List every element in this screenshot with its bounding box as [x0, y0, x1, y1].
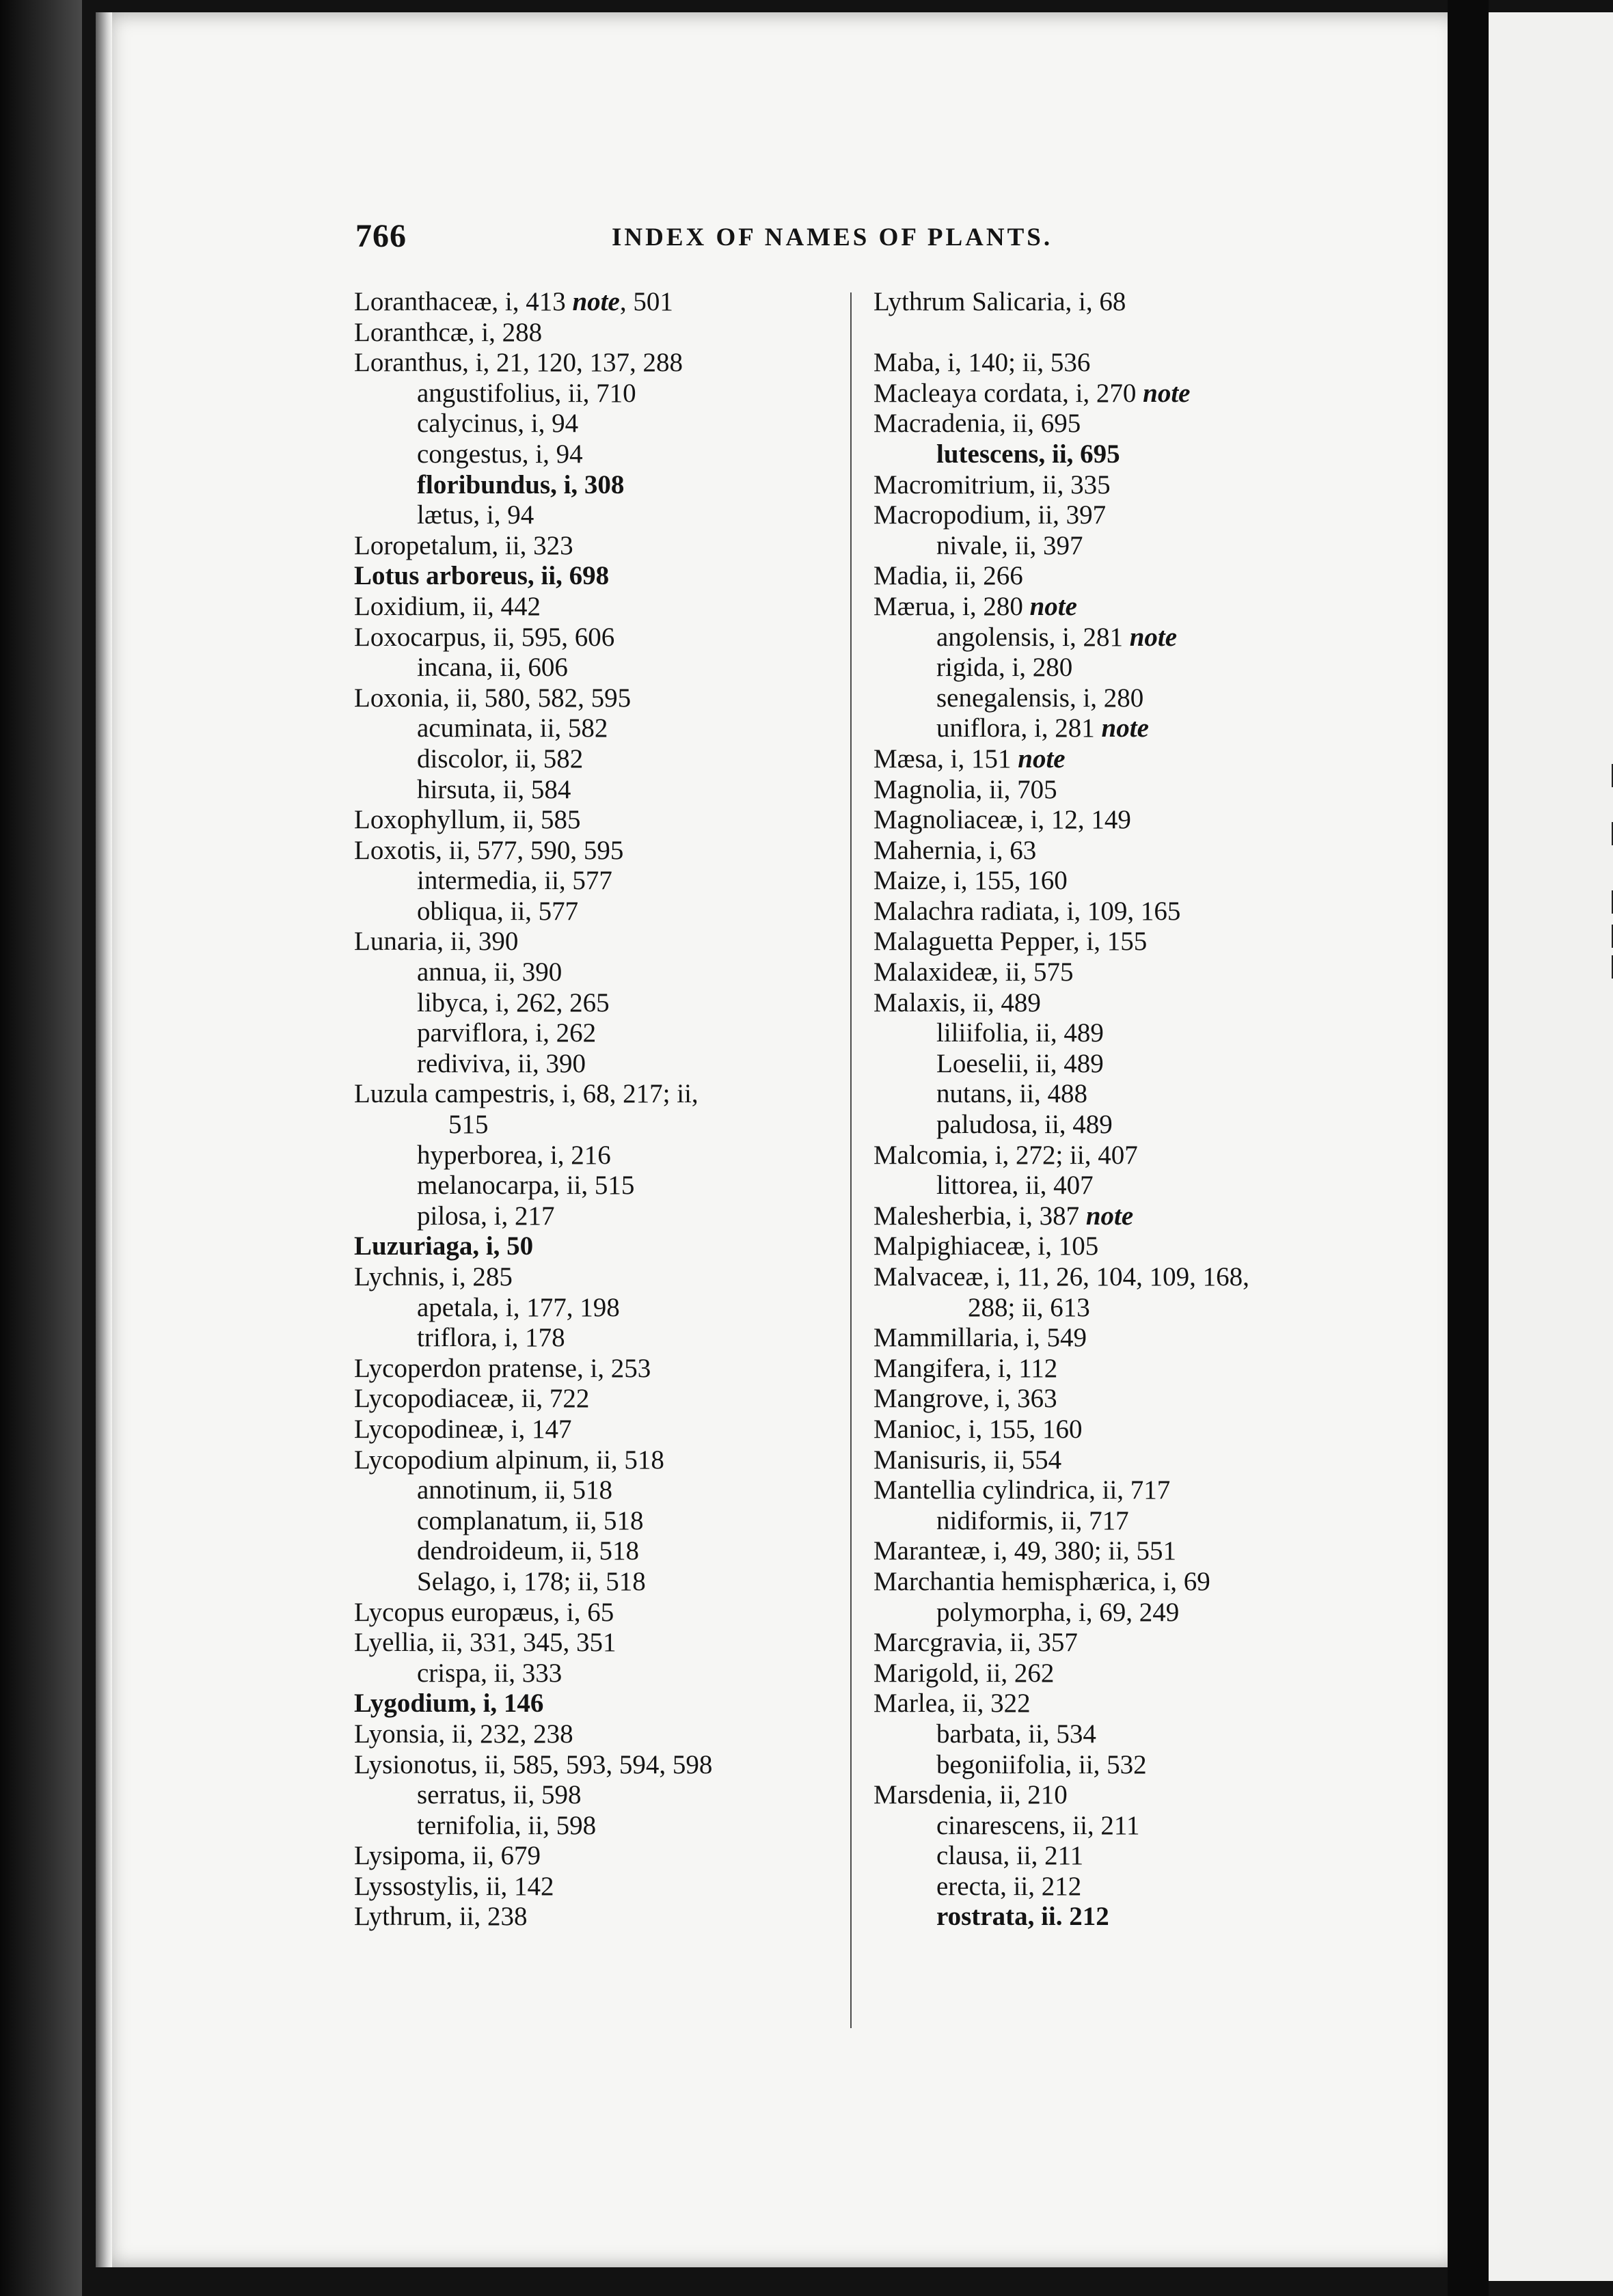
index-entry-text: rostrata, ii. 212	[936, 1902, 1109, 1932]
index-entry-text: hirsuta, ii, 584	[417, 774, 571, 804]
index-entry	[873, 1902, 1366, 1932]
index-entry-text: Loxocarpus, ii, 595, 606	[354, 622, 615, 652]
index-entry	[354, 1079, 832, 1110]
index-entry-text: rigida, i, 280	[936, 653, 1073, 683]
index-entry	[354, 957, 832, 988]
index-entry-text: Maize, i, 155, 160	[873, 866, 1068, 896]
index-entry	[873, 683, 1366, 714]
index-entry-text: paludosa, ii, 489	[936, 1110, 1113, 1140]
index-entry-text: lætus, i, 94	[417, 500, 534, 530]
index-entry-text: Mantellia cylindrica, ii, 717	[873, 1475, 1171, 1505]
index-entry	[354, 653, 832, 683]
index-entry	[354, 1780, 832, 1811]
index-entry-text: libyca, i, 262, 265	[417, 987, 610, 1017]
index-entry	[354, 1171, 832, 1201]
index-entry-text: Magnoliaceæ, i, 12, 149	[873, 805, 1131, 835]
index-entry	[354, 1567, 832, 1598]
index-entry	[873, 957, 1366, 988]
index-entry-text: begoniifolia, ii, 532	[936, 1749, 1147, 1779]
index-entry	[354, 470, 832, 501]
index-entry-text: Macleaya cordata, i, 270	[873, 378, 1137, 408]
index-entry-text: dendroideum, ii, 518	[417, 1536, 639, 1566]
index-entry	[354, 623, 832, 653]
index-entry	[873, 623, 1366, 653]
index-entry	[873, 561, 1366, 592]
index-entry	[873, 744, 1366, 775]
index-entry	[873, 1079, 1366, 1110]
index-entry-text: polymorpha, i, 69, 249	[936, 1597, 1180, 1627]
index-entry	[873, 287, 1366, 318]
index-entry-text: annua, ii, 390	[417, 957, 562, 987]
index-entry	[354, 713, 832, 744]
index-entry-text: Mangifera, i, 112	[873, 1353, 1058, 1383]
index-entry-note: note	[1129, 622, 1178, 652]
index-entry-text: Lycopodineæ, i, 147	[354, 1414, 572, 1444]
index-entry	[354, 1049, 832, 1080]
index-entry-text: Lythrum, ii, 238	[354, 1902, 528, 1932]
index-entry	[354, 1323, 832, 1354]
running-head: INDEX OF NAMES OF PLANTS.	[612, 223, 1053, 251]
index-entry-text: Macromitrium, ii, 335	[873, 469, 1111, 500]
index-entry-text: Macradenia, ii, 695	[873, 409, 1081, 439]
index-entry	[354, 1689, 832, 1719]
index-entry	[873, 775, 1366, 806]
index-entry-text: cinarescens, ii, 211	[936, 1810, 1140, 1840]
index-entry	[354, 1262, 832, 1293]
index-entry-text: Lygodium, i, 146	[354, 1689, 544, 1719]
index-entry-text: Malpighiaceæ, i, 105	[873, 1231, 1099, 1261]
index-entry	[354, 1445, 832, 1476]
index-entry-note: note	[572, 287, 620, 316]
gutter-shadow	[1448, 0, 1489, 2296]
index-entry	[354, 1658, 832, 1689]
index-entry-text: nutans, ii, 488	[936, 1079, 1087, 1109]
scan-left-edge	[0, 0, 82, 2296]
index-entry-text: obliqua, ii, 577	[417, 896, 579, 926]
index-entry	[873, 379, 1366, 409]
index-entry-text: liliifolia, ii, 489	[936, 1018, 1104, 1048]
index-entry	[354, 927, 832, 957]
index-entry-note: note	[1143, 378, 1191, 408]
index-entry-text: Lyellia, ii, 331, 345, 351	[354, 1628, 616, 1658]
index-entry	[873, 1262, 1366, 1293]
index-entry	[873, 653, 1366, 683]
index-entry-note: note	[1101, 713, 1149, 743]
index-entry-text: Marlea, ii, 322	[873, 1689, 1031, 1719]
index-entry-text: annotinum, ii, 518	[417, 1475, 612, 1505]
index-entry	[354, 1598, 832, 1628]
index-entry	[354, 897, 832, 927]
index-entry-text: Marcgravia, ii, 357	[873, 1628, 1078, 1658]
index-entry-text: Maranteæ, i, 49, 380; ii, 551	[873, 1536, 1177, 1566]
index-entry	[873, 836, 1366, 866]
index-entry	[873, 1841, 1366, 1872]
index-entry-text: angolensis, i, 281	[936, 622, 1123, 652]
index-entry	[354, 683, 832, 714]
index-entry-text: intermedia, ii, 577	[417, 866, 612, 896]
index-entry-text: lutescens, ii, 695	[936, 439, 1120, 469]
index-entry-text: Loranthaceæ, i, 413	[354, 287, 566, 316]
column-divider	[850, 292, 852, 2028]
index-entry-text: Mangrove, i, 363	[873, 1384, 1057, 1414]
index-entry	[354, 1201, 832, 1232]
index-entry	[354, 1231, 832, 1262]
index-entry	[873, 1323, 1366, 1354]
index-entry	[873, 1567, 1366, 1598]
index-entry	[354, 1475, 832, 1506]
index-entry-text: acuminata, ii, 582	[417, 713, 608, 743]
index-entry-text: Lysionotus, ii, 585, 593, 594, 598	[354, 1749, 713, 1779]
index-entry-text: serratus, ii, 598	[417, 1780, 582, 1810]
index-entry	[354, 1811, 832, 1842]
index-entry	[873, 1445, 1366, 1476]
index-entry-text: Maba, i, 140; ii, 536	[873, 348, 1091, 378]
index-entry-text: Loxonia, ii, 580, 582, 595	[354, 683, 632, 713]
index-entry-text: ternifolia, ii, 598	[417, 1810, 597, 1840]
index-entry-text: Lycopus europæus, i, 65	[354, 1597, 614, 1627]
index-entry	[873, 500, 1366, 531]
index-entry-text: Lyonsia, ii, 232, 238	[354, 1719, 573, 1749]
index-entry-text: Loxophyllum, ii, 585	[354, 805, 581, 835]
index-entry-text: Madia, ii, 266	[873, 561, 1023, 591]
index-entry-text: Malaguetta Pepper, i, 155	[873, 927, 1148, 957]
index-entry-text: Marchantia hemisphærica, i, 69	[873, 1566, 1210, 1596]
index-entry	[873, 927, 1366, 957]
index-entry	[873, 592, 1366, 623]
index-entry-text: Lycopodiaceæ, ii, 722	[354, 1384, 590, 1414]
index-entry	[354, 1018, 832, 1049]
adjacent-page-edge	[1489, 12, 1613, 2281]
index-entry	[873, 1872, 1366, 1902]
index-entry-text: Lunaria, ii, 390	[354, 927, 519, 957]
index-entry-text: Malachra radiata, i, 109, 165	[873, 896, 1181, 926]
index-entry-text: complanatum, ii, 518	[417, 1505, 644, 1535]
index-entry	[354, 1872, 832, 1902]
index-entry	[873, 1293, 1366, 1324]
index-entry	[354, 1354, 832, 1384]
index-entry-text: Loropetalum, ii, 323	[354, 530, 573, 560]
index-entry	[873, 1018, 1366, 1049]
index-entry-text: barbata, ii, 534	[936, 1719, 1096, 1749]
index-entry-text: nivale, ii, 397	[936, 530, 1083, 560]
index-entry	[354, 1110, 832, 1140]
index-entry-text: Lyssostylis, ii, 142	[354, 1871, 554, 1901]
index-entry	[873, 1719, 1366, 1750]
index-entry-text: Malvaceæ, i, 11, 26, 104, 109, 168,	[873, 1262, 1249, 1292]
index-entry-text: nidiformis, ii, 717	[936, 1505, 1129, 1535]
index-entry-text: Marsdenia, ii, 210	[873, 1780, 1068, 1810]
index-entry-text: calycinus, i, 94	[417, 409, 579, 439]
index-entry-text: floribundus, i, 308	[417, 469, 625, 500]
index-entry-text: littorea, ii, 407	[936, 1171, 1094, 1201]
index-entry	[873, 988, 1366, 1019]
index-entry	[873, 897, 1366, 927]
index-entry-text: Mærua, i, 280	[873, 591, 1023, 621]
index-entry-text: pilosa, i, 217	[417, 1201, 555, 1231]
index-entry-text: uniflora, i, 281	[936, 713, 1095, 743]
index-entry	[873, 1231, 1366, 1262]
index-entry	[354, 348, 832, 379]
index-entry	[873, 713, 1366, 744]
index-entry	[354, 592, 832, 623]
index-entry	[873, 348, 1366, 379]
index-entry	[354, 836, 832, 866]
index-entry-text: Loranthus, i, 21, 120, 137, 288	[354, 348, 683, 378]
index-entry	[354, 531, 832, 562]
index-entry	[873, 1598, 1366, 1628]
index-entry-text: Loeselii, ii, 489	[936, 1048, 1104, 1078]
index-entry-text: congestus, i, 94	[417, 439, 583, 469]
index-entry	[354, 744, 832, 775]
index-entry	[354, 439, 832, 470]
index-entry-text: Luzula campestris, i, 68, 217; ii,	[354, 1079, 699, 1109]
index-entry	[873, 470, 1366, 501]
index-entry	[354, 1750, 832, 1781]
index-entry-text: 515	[448, 1110, 489, 1140]
index-entry	[354, 1841, 832, 1872]
index-entry	[354, 379, 832, 409]
index-entry	[354, 1506, 832, 1537]
index-entry	[873, 1506, 1366, 1537]
index-entry-text: Mæsa, i, 151	[873, 743, 1012, 774]
index-entry-text: Lycopodium alpinum, ii, 518	[354, 1445, 664, 1475]
index-entry	[873, 1536, 1366, 1567]
index-entry	[354, 500, 832, 531]
index-entry-text: Lychnis, i, 285	[354, 1262, 513, 1292]
index-entry-text: angustifolius, ii, 710	[417, 378, 636, 408]
index-entry	[354, 1140, 832, 1171]
index-entry-text: rediviva, ii, 390	[417, 1048, 586, 1078]
index-entry-text: Selago, i, 178; ii, 518	[417, 1566, 646, 1596]
index-entry	[873, 1414, 1366, 1445]
index-entry-text: crispa, ii, 333	[417, 1658, 562, 1688]
index-entry-text: Mahernia, i, 63	[873, 835, 1037, 865]
index-entry-text: parviflora, i, 262	[417, 1018, 597, 1048]
index-entry	[873, 1354, 1366, 1384]
index-entry	[873, 805, 1366, 836]
index-entry	[354, 409, 832, 439]
index-entry	[873, 318, 1366, 348]
index-entry	[873, 1780, 1366, 1811]
index-entry	[354, 1719, 832, 1750]
index-entry	[873, 1475, 1366, 1506]
index-entry-text: Loxidium, ii, 442	[354, 591, 541, 621]
index-entry	[354, 561, 832, 592]
index-entry-text: Lysipoma, ii, 679	[354, 1841, 541, 1871]
index-entry	[354, 1902, 832, 1932]
index-entry-text: triflora, i, 178	[417, 1323, 565, 1353]
index-entry	[354, 1628, 832, 1658]
index-entry-text: Mammillaria, i, 549	[873, 1323, 1087, 1353]
index-entry	[873, 409, 1366, 439]
index-entry	[873, 1140, 1366, 1171]
index-entry-text: discolor, ii, 582	[417, 743, 584, 774]
index-entry-text: Lotus arboreus, ii, 698	[354, 561, 610, 591]
index-entry-text: erecta, ii, 212	[936, 1871, 1082, 1901]
index-entry	[354, 988, 832, 1019]
index-entry-text: apetala, i, 177, 198	[417, 1292, 620, 1322]
index-entry	[354, 866, 832, 897]
index-entry-text: senegalensis, i, 280	[936, 683, 1144, 713]
index-entry-text: 288; ii, 613	[968, 1292, 1090, 1322]
index-entry	[354, 1414, 832, 1445]
index-entry	[873, 1201, 1366, 1232]
index-entry-note: note	[1029, 591, 1077, 621]
index-entry-text: Malaxis, ii, 489	[873, 987, 1041, 1017]
index-entry	[354, 318, 832, 348]
index-entry-text: Loranthcæ, i, 288	[354, 317, 543, 347]
index-entry-text: Manisuris, ii, 554	[873, 1445, 1062, 1475]
index-entry-text: Macropodium, ii, 397	[873, 500, 1107, 530]
page-spine-shadow	[96, 12, 112, 2267]
index-entry-text: Magnolia, ii, 705	[873, 774, 1057, 804]
page-header	[355, 217, 1203, 258]
index-entry	[354, 1293, 832, 1324]
index-entry	[873, 1750, 1366, 1781]
index-entry-text: incana, ii, 606	[417, 653, 568, 683]
page-number: 766	[355, 218, 407, 254]
index-entry	[873, 1811, 1366, 1842]
index-entry-text: melanocarpa, ii, 515	[417, 1171, 635, 1201]
index-entry-text: Lythrum Salicaria, i, 68	[873, 287, 1126, 316]
index-entry	[873, 1628, 1366, 1658]
index-entry-note: note	[1085, 1201, 1134, 1231]
index-entry	[354, 1536, 832, 1567]
index-entry	[873, 531, 1366, 562]
index-entry-text: Malcomia, i, 272; ii, 407	[873, 1140, 1138, 1170]
index-column-right	[873, 287, 1366, 1932]
index-column-left	[354, 287, 832, 1932]
index-entry-text: Luzuriaga, i, 50	[354, 1231, 534, 1261]
index-entry	[354, 287, 832, 318]
index-entry	[354, 1384, 832, 1414]
index-entry-text: clausa, ii, 211	[936, 1841, 1084, 1871]
index-entry-note: note	[1018, 743, 1066, 774]
index-entry-text: Manioc, i, 155, 160	[873, 1414, 1083, 1444]
index-entry	[354, 775, 832, 806]
index-entry	[873, 439, 1366, 470]
index-entry	[873, 866, 1366, 897]
index-entry-text: Marigold, ii, 262	[873, 1658, 1055, 1688]
index-entry-text: Malaxideæ, ii, 575	[873, 957, 1074, 987]
index-entry-extra: , 501	[619, 287, 673, 316]
index-entry	[873, 1110, 1366, 1140]
index-entry	[873, 1384, 1366, 1414]
index-entry-text: Malesherbia, i, 387	[873, 1201, 1080, 1231]
index-entry-text: Lycoperdon pratense, i, 253	[354, 1353, 651, 1383]
index-entry	[873, 1171, 1366, 1201]
index-entry-text: hyperborea, i, 216	[417, 1140, 611, 1170]
index-entry	[873, 1049, 1366, 1080]
index-entry-text: Loxotis, ii, 577, 590, 595	[354, 835, 624, 865]
index-entry	[873, 1658, 1366, 1689]
index-entry	[873, 1689, 1366, 1719]
index-entry	[354, 805, 832, 836]
